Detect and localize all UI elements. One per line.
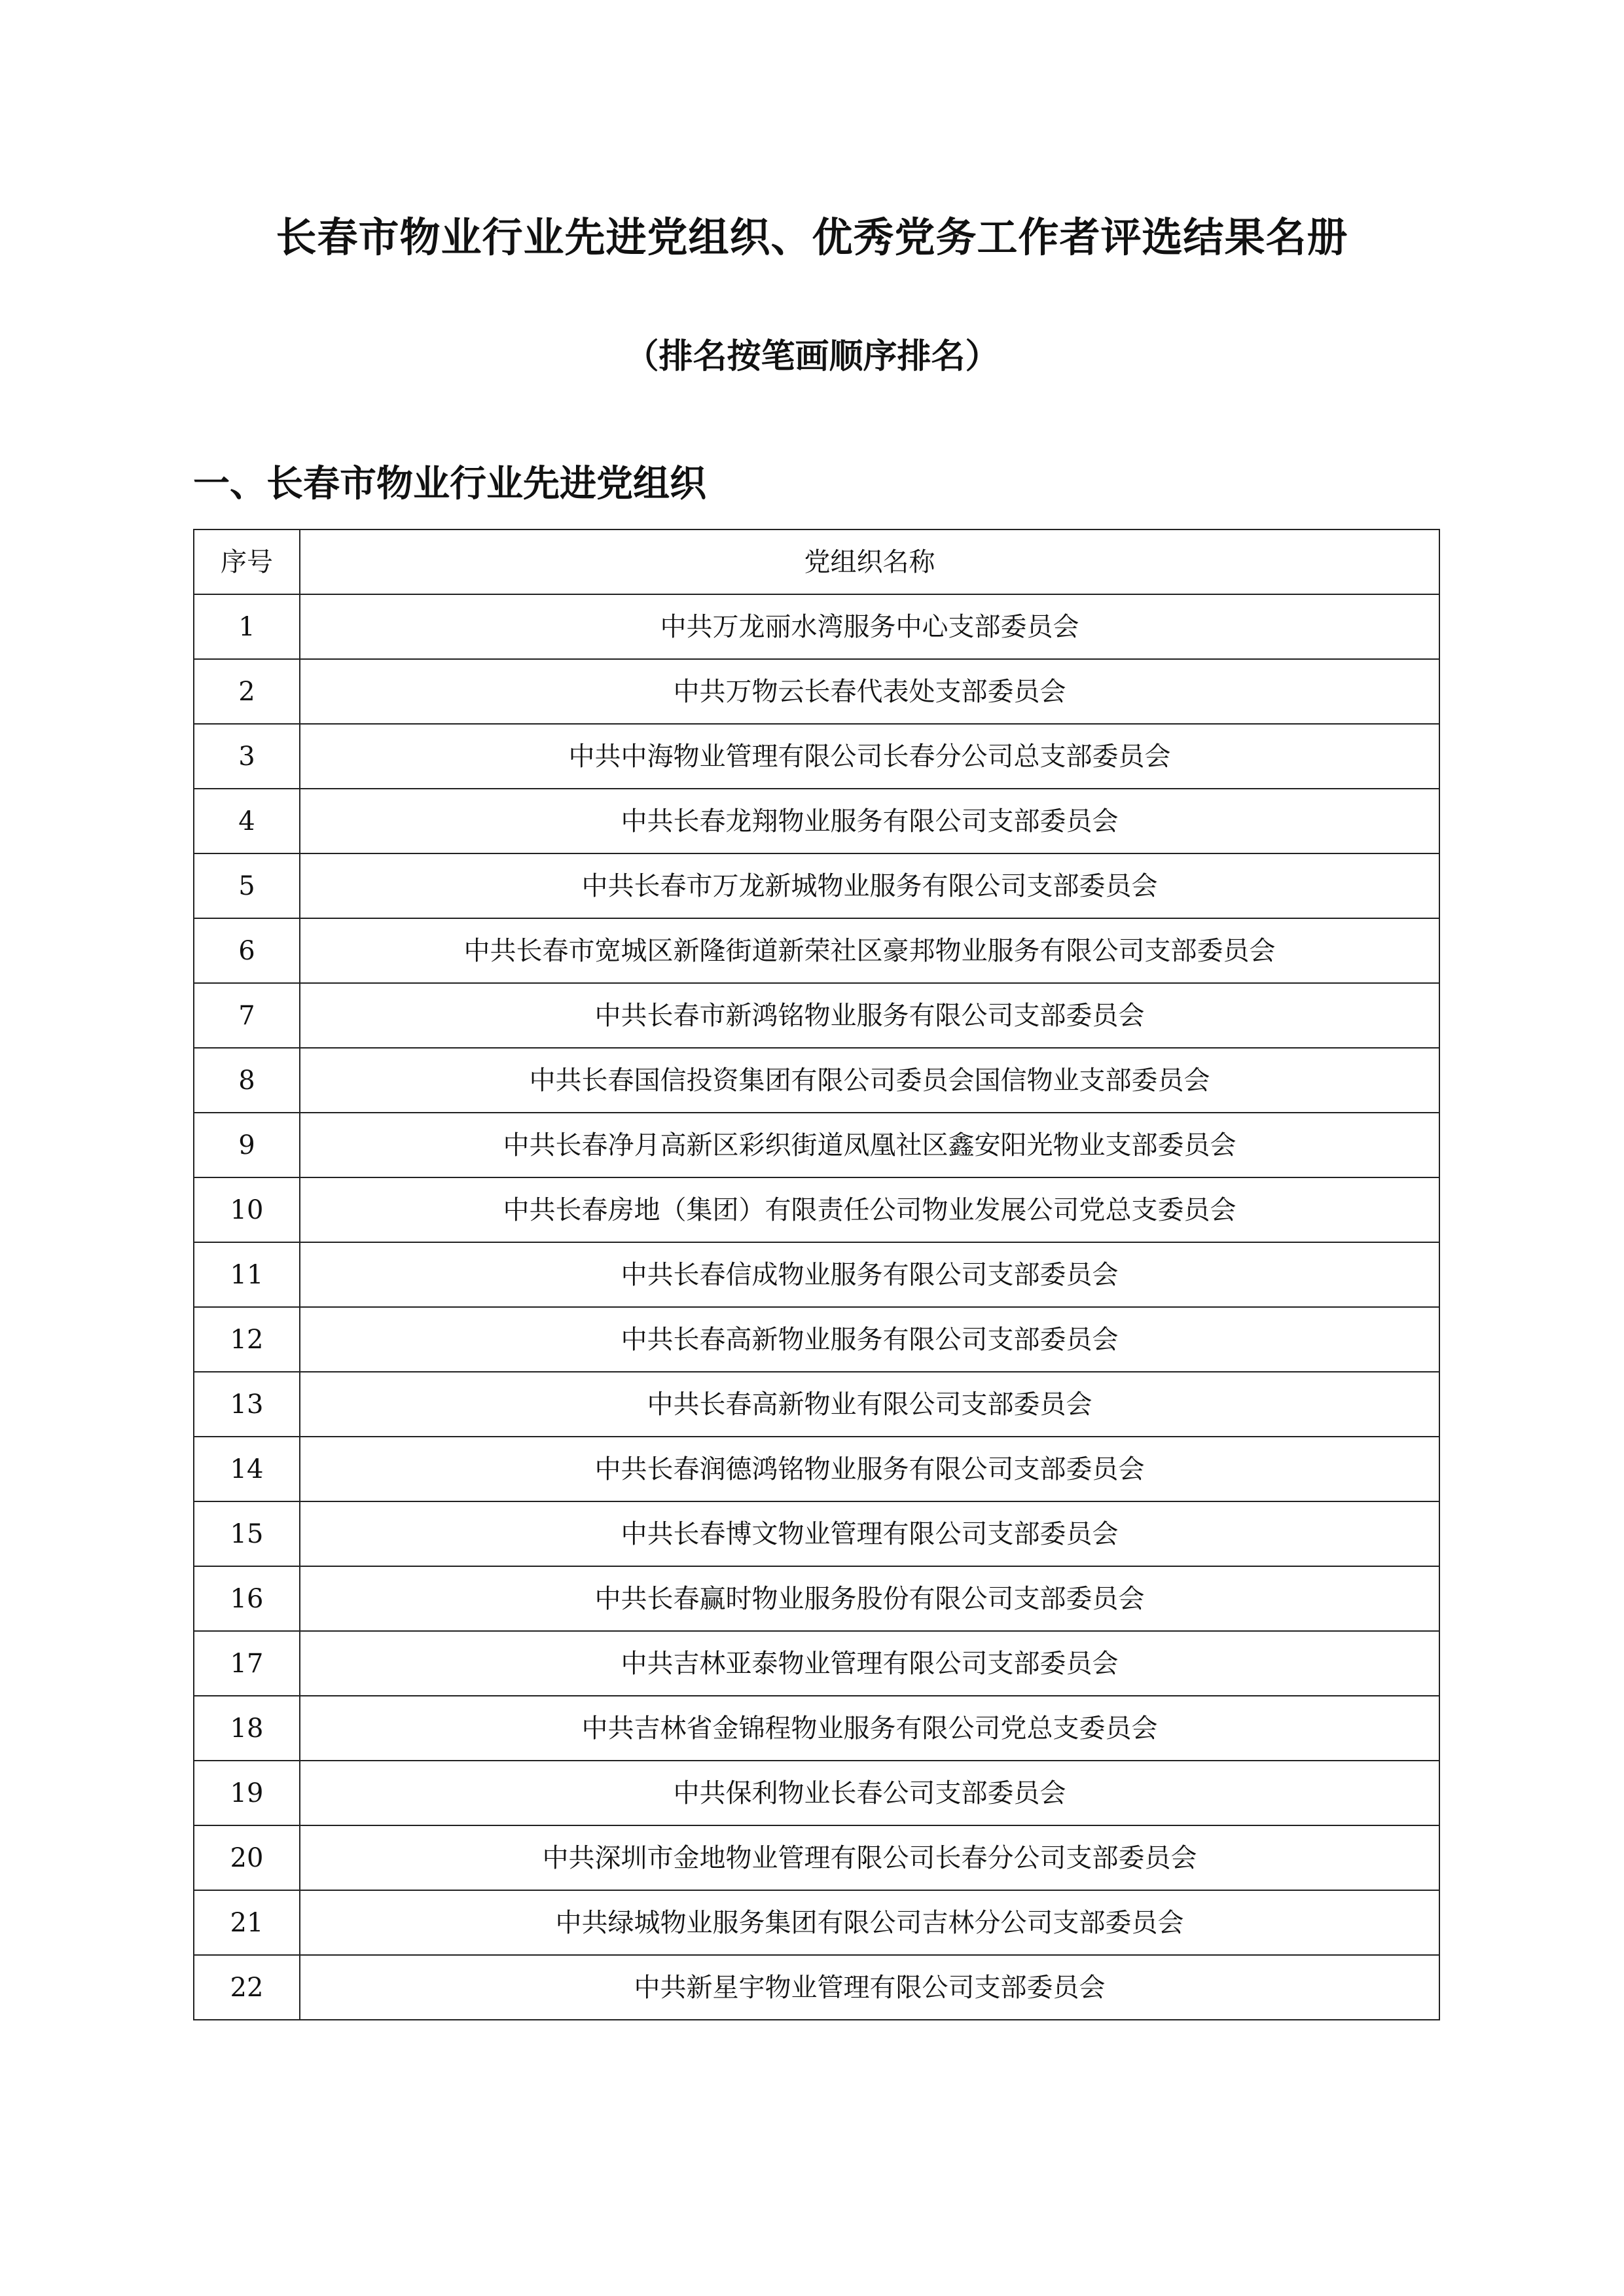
header-seq: 序号 [194,529,300,594]
row-org-name: 中共长春龙翔物业服务有限公司支部委员会 [300,789,1439,853]
table-row [194,1955,1439,2020]
row-org-name: 中共长春市宽城区新隆街道新荣社区豪邦物业服务有限公司支部委员会 [300,918,1439,983]
row-org-name: 中共长春赢时物业服务股份有限公司支部委员会 [300,1566,1439,1631]
row-seq: 5 [194,853,300,918]
table-row [194,1696,1439,1761]
row-seq: 9 [194,1113,300,1177]
row-org-name: 中共长春市新鸿铭物业服务有限公司支部委员会 [300,983,1439,1048]
row-seq: 21 [194,1890,300,1955]
table-row [194,1113,1439,1177]
row-seq: 15 [194,1501,300,1566]
row-org-name: 中共吉林省金锦程物业服务有限公司党总支委员会 [300,1696,1439,1761]
row-seq: 17 [194,1631,300,1696]
table-row [194,1501,1439,1566]
row-org-name: 中共长春高新物业服务有限公司支部委员会 [300,1307,1439,1372]
table-row [194,1048,1439,1113]
row-seq: 16 [194,1566,300,1631]
row-seq: 22 [194,1955,300,2020]
table-row [194,1437,1439,1501]
table-row [194,1761,1439,1825]
row-seq: 20 [194,1825,300,1890]
table-row [194,594,1439,659]
table-row [194,1372,1439,1437]
document-subtitle: （排名按笔画顺序排名） [624,337,1000,376]
row-org-name: 中共万龙丽水湾服务中心支部委员会 [300,594,1439,659]
row-org-name: 中共保利物业长春公司支部委员会 [300,1761,1439,1825]
row-seq: 4 [194,789,300,853]
row-seq: 19 [194,1761,300,1825]
row-org-name: 中共长春国信投资集团有限公司委员会国信物业支部委员会 [300,1048,1439,1113]
party-organization-table [193,529,1440,2020]
row-org-name: 中共深圳市金地物业管理有限公司长春分公司支部委员会 [300,1825,1439,1890]
row-seq: 14 [194,1437,300,1501]
row-seq: 6 [194,918,300,983]
document-title: 长春市物业行业先进党组织、优秀党务工作者评选结果名册 [276,213,1348,261]
table-row [194,853,1439,918]
row-seq: 3 [194,724,300,789]
section-heading: 一、长春市物业行业先进党组织 [193,463,706,505]
row-org-name: 中共长春高新物业有限公司支部委员会 [300,1372,1439,1437]
table-row [194,724,1439,789]
table-row [194,1177,1439,1242]
table-row [194,1566,1439,1631]
row-org-name: 中共中海物业管理有限公司长春分公司总支部委员会 [300,724,1439,789]
table-row [194,789,1439,853]
header-name: 党组织名称 [300,529,1439,594]
table-header-row [194,529,1439,594]
table-row [194,983,1439,1048]
table-row [194,659,1439,724]
row-org-name: 中共长春净月高新区彩织街道凤凰社区鑫安阳光物业支部委员会 [300,1113,1439,1177]
row-seq: 7 [194,983,300,1048]
row-org-name: 中共长春房地（集团）有限责任公司物业发展公司党总支委员会 [300,1177,1439,1242]
row-seq: 18 [194,1696,300,1761]
row-seq: 2 [194,659,300,724]
row-seq: 10 [194,1177,300,1242]
row-org-name: 中共长春博文物业管理有限公司支部委员会 [300,1501,1439,1566]
table-body [194,594,1439,2020]
row-seq: 8 [194,1048,300,1113]
table-row [194,1890,1439,1955]
row-org-name: 中共新星宇物业管理有限公司支部委员会 [300,1955,1439,2020]
row-org-name: 中共绿城物业服务集团有限公司吉林分公司支部委员会 [300,1890,1439,1955]
row-seq: 13 [194,1372,300,1437]
row-seq: 1 [194,594,300,659]
table-row [194,918,1439,983]
row-org-name: 中共吉林亚泰物业管理有限公司支部委员会 [300,1631,1439,1696]
table-row [194,1242,1439,1307]
row-org-name: 中共长春润德鸿铭物业服务有限公司支部委员会 [300,1437,1439,1501]
row-seq: 11 [194,1242,300,1307]
row-org-name: 中共长春信成物业服务有限公司支部委员会 [300,1242,1439,1307]
row-seq: 12 [194,1307,300,1372]
table-row [194,1825,1439,1890]
table-row [194,1307,1439,1372]
row-org-name: 中共万物云长春代表处支部委员会 [300,659,1439,724]
table-row [194,1631,1439,1696]
row-org-name: 中共长春市万龙新城物业服务有限公司支部委员会 [300,853,1439,918]
